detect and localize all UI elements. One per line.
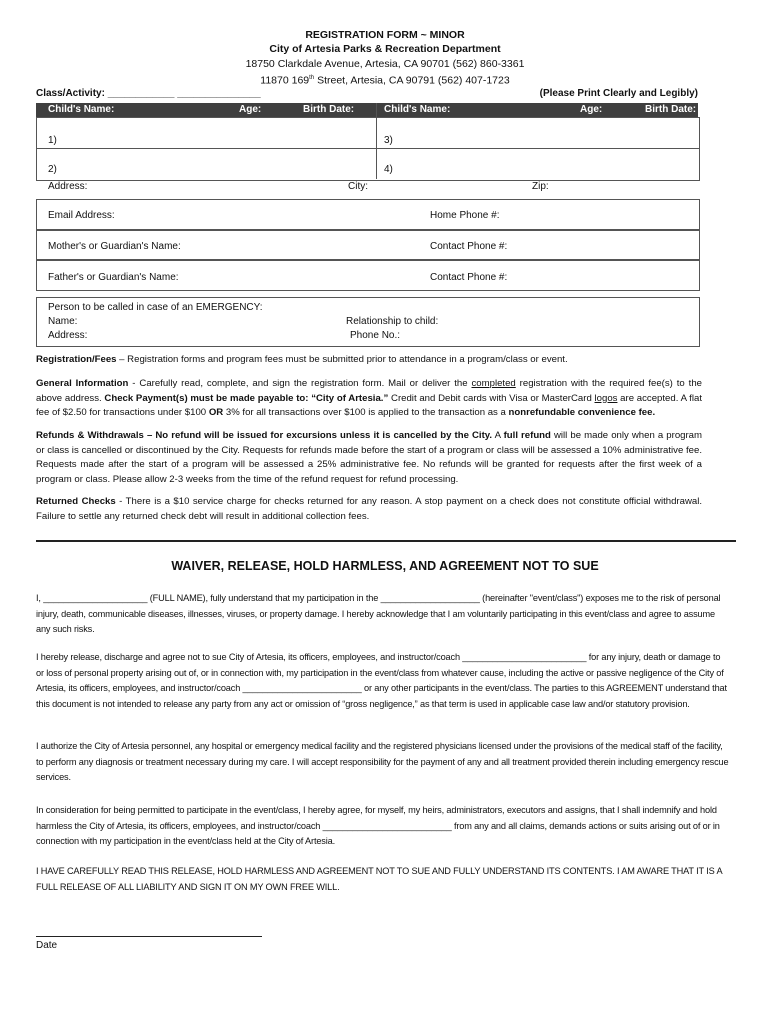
emergency-address-label[interactable]: Address:	[48, 330, 88, 341]
address-label[interactable]: Address:	[48, 181, 88, 192]
emergency-label: Person to be called in case of an EMERGENCY:	[48, 302, 263, 313]
section-divider	[36, 540, 736, 542]
child-row-3[interactable]: 3)	[384, 135, 393, 146]
age-header-left: Age:	[239, 104, 262, 115]
class-activity-label[interactable]: Class/Activity: ____________ _______________	[36, 88, 261, 99]
refunds-paragraph: Refunds & Withdrawals – No refund will be issued for excursions unless it is cancelled by the City. A full refund will be made only when a program or class is cancelled or discontinued by the City. Requests for refunds made before the start of a program or class will be assessed a 10% administrative fee. Requests made after the start of a program will be assessed a 25% administrative fee. No refunds will be granted for requests after the first week of a program or class. Please allow 2-3 weeks from the time of the refund request for refund processing.	[36, 430, 703, 485]
email-label[interactable]: Email Address:	[48, 210, 115, 221]
waiver-paragraph-1: I, _____________________ (FULL NAME), fully understand that my participation in the ____________________ (hereinafter "event/class") exposes me to the risk of personal injury, death, communicable diseases, illnesses, viruses, or property damage. I hereby acknowledge that I am voluntarily participating in this event/class and agree to assume any such risks.	[36, 593, 721, 634]
print-note: (Please Print Clearly and Legibly)	[539, 88, 698, 99]
waiver-paragraph-3: I authorize the City of Artesia personnel, any hospital or emergency medical facility and the registered physicians licensed under the provisions of the medical staff of the facility, to perform any diagnosis or treatment necessary during my care. I will accept responsibility for the payment of any and all treatment provided therein including emergency rescue services.	[36, 741, 729, 782]
emergency-name-label[interactable]: Name:	[48, 316, 78, 327]
mother-contact-phone-label[interactable]: Contact Phone #:	[430, 241, 508, 252]
mother-guardian-label[interactable]: Mother's or Guardian's Name:	[48, 241, 181, 252]
form-title: REGISTRATION FORM ~ MINOR	[305, 29, 465, 41]
birth-date-header-left: Birth Date:	[303, 104, 355, 115]
child-row-1[interactable]: 1)	[48, 135, 57, 146]
date-label: Date	[36, 940, 58, 951]
department-name: City of Artesia Parks & Recreation Department	[269, 43, 501, 55]
child-name-header-right: Child's Name:	[384, 104, 451, 115]
emergency-phone-label[interactable]: Phone No.:	[350, 330, 401, 341]
child-row-4[interactable]: 4)	[384, 164, 393, 175]
children-table-row-line	[36, 148, 700, 149]
address-line-2: 11870 169th Street, Artesia, CA 90791 (562) 407-1723	[260, 74, 510, 87]
waiver-paragraph-4: In consideration for being permitted to participate in the event/class, I hereby agree, for myself, my heirs, administrators, executors and assigns, that I shall indemnify and hold harmless the City of Artesia, its officers, employees, and instructor/coach __________________________ from any and all claims, demands actions or suits arising out of or in connection with my participation in the event/class held at the City of Artesia.	[36, 805, 720, 846]
relationship-label[interactable]: Relationship to child:	[346, 316, 439, 327]
child-row-2[interactable]: 2)	[48, 164, 57, 175]
registration-fees-paragraph: Registration/Fees – Registration forms and program fees must be submitted prior to attendance in a program/class or event.	[36, 354, 568, 365]
date-signature-line[interactable]	[36, 936, 262, 937]
father-guardian-label[interactable]: Father's or Guardian's Name:	[48, 272, 179, 283]
email-box	[36, 199, 700, 231]
birth-date-header-right: Birth Date:	[645, 104, 697, 115]
waiver-title: WAIVER, RELEASE, HOLD HARMLESS, AND AGREEMENT NOT TO SUE	[171, 559, 599, 573]
child-name-header-left: Child's Name:	[48, 104, 115, 115]
children-table-divider	[376, 103, 377, 179]
age-header-right: Age:	[580, 104, 603, 115]
waiver-paragraph-2: I hereby release, discharge and agree not to sue City of Artesia, its officers, employees, and instructor/coach _________________________ for any injury, death or damage to or loss of personal property arising out of, or in connection with, my participation in the event/class from whatever cause, including the active or passive negligence of the City of Artesia, its officers, employees, and instructor/coach ________________________ or any other participants in the event/class. The parties to this AGREEMENT understand that this document is not intended to release any party from any act or omission of “gross negligence,” as that term is used in applicable case law and/or statutory provision.	[36, 652, 727, 709]
city-label[interactable]: City:	[348, 181, 368, 192]
father-contact-phone-label[interactable]: Contact Phone #:	[430, 272, 508, 283]
address-line-1: 18750 Clarkdale Avenue, Artesia, CA 90701 (562) 860-3361	[245, 58, 525, 70]
general-information-paragraph: General Information - Carefully read, complete, and sign the registration form. Mail or deliver the completed registration with the required fee(s) to the above address. Check Payment(s) must be made payable to: “City of Artesia.” Credit and Debit cards with Visa or MasterCard logos are accepted. A flat fee of $2.50 for transactions under $100 OR 3% for all transactions over $100 is applied to the transaction as a nonrefundable convenience fee.	[36, 378, 702, 418]
children-table	[36, 117, 700, 181]
zip-label[interactable]: Zip:	[532, 181, 549, 192]
home-phone-label[interactable]: Home Phone #:	[430, 210, 500, 221]
waiver-paragraph-5: I HAVE CAREFULLY READ THIS RELEASE, HOLD HARMLESS AND AGREEMENT NOT TO SUE AND FULLY UNDERSTAND ITS CONTENTS. I AM AWARE THAT IT IS A FULL RELEASE OF ALL LIABILITY AND SIGN IT ON MY OWN FREE WILL.	[36, 866, 722, 892]
returned-checks-paragraph: Returned Checks - There is a $10 service charge for checks returned for any reason. A stop payment on a check does not constitute official withdrawal. Failure to settle any returned check debt will result in additional collection fees.	[36, 496, 703, 522]
